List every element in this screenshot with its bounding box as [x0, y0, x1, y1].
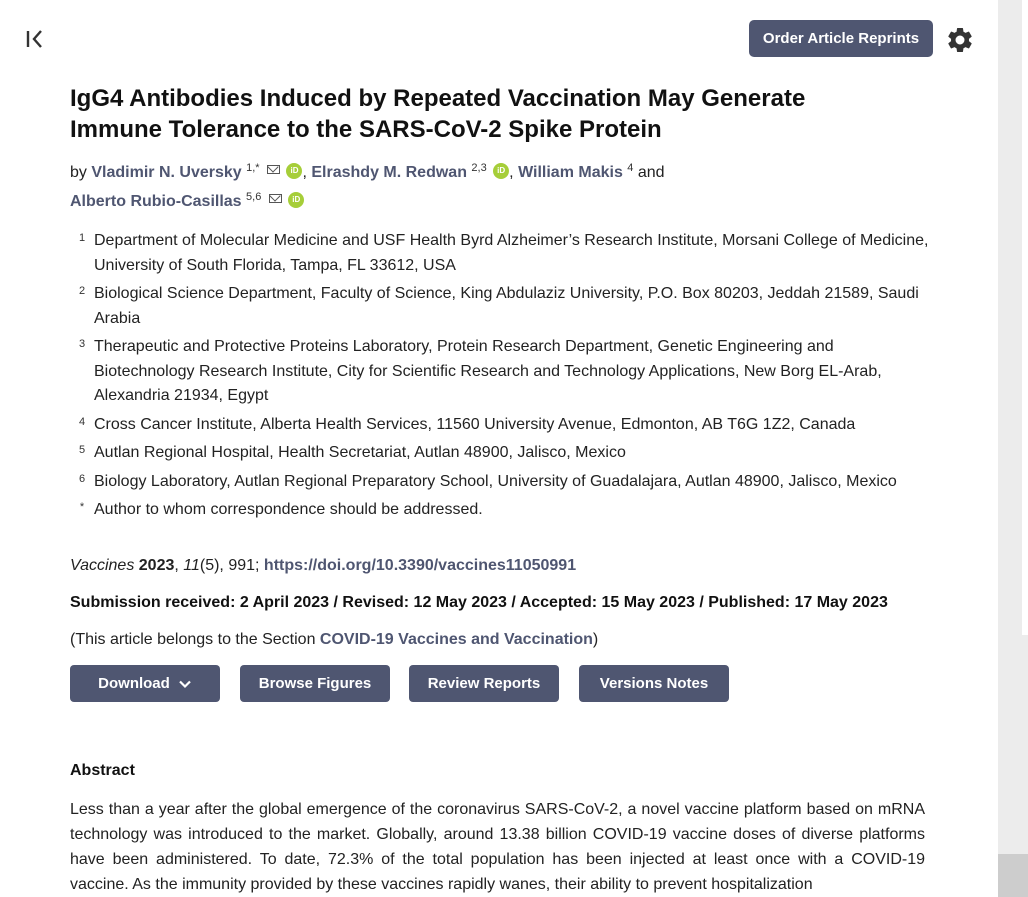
by-label: by — [70, 164, 87, 181]
orcid-icon[interactable]: iD — [288, 192, 304, 208]
author-link[interactable]: Vladimir N. Uversky — [91, 164, 242, 181]
affiliation-item — [70, 470, 930, 495]
affiliation-text: Cross Cancer Institute, Alberta Health Services, 11560 University Avenue, Edmonton, AB T6G 1Z2, Canada — [94, 415, 856, 433]
affiliation-text: Biology Laboratory, Autlan Regional Preparatory School, University of Guadalajara, Autlan 48900, Jalisco, Mexico — [94, 472, 897, 490]
affiliation-item — [70, 335, 930, 409]
affiliation-item — [70, 413, 930, 438]
email-icon[interactable] — [269, 194, 282, 203]
affiliation-list — [70, 229, 930, 527]
review-reports-button[interactable]: Review Reports — [409, 665, 559, 702]
author-link[interactable]: Elrashdy M. Redwan — [311, 164, 467, 181]
affiliation-number: 5 — [78, 444, 86, 456]
author-affil-sup: 1,* — [246, 162, 260, 174]
download-label: Download — [98, 675, 170, 692]
affiliation-text: Biological Science Department, Faculty of Science, King Abdulaziz University, P.O. Box 80203, Jeddah 21589, Saudi Arabia — [94, 285, 919, 327]
section-suffix: ) — [592, 631, 599, 648]
scrollbar-track[interactable] — [998, 0, 1028, 897]
affiliation-number: 1 — [78, 232, 86, 244]
gear-icon[interactable] — [945, 25, 975, 55]
affiliation-number: 2 — [78, 285, 86, 297]
section-prefix: (This article belongs to the Section — [70, 631, 320, 648]
affiliation-number: * — [79, 501, 85, 513]
affiliation-number: 4 — [78, 415, 86, 428]
author-link[interactable]: Alberto Rubio-Casillas — [70, 193, 242, 210]
and-label: and — [637, 164, 665, 181]
affiliation-number: 3 — [78, 338, 86, 350]
author-affil-sup: 5,6 — [246, 191, 262, 203]
order-reprints-button[interactable]: Order Article Reprints — [749, 20, 933, 57]
orcid-icon[interactable]: iD — [493, 163, 509, 179]
versions-notes-button[interactable]: Versions Notes — [579, 665, 729, 702]
affiliation-text: Department of Molecular Medicine and USF Health Byrd Alzheimer’s Research Institute, Morsani College of Medicine, University of South Florida, Tampa, FL 33612, USA — [94, 232, 929, 274]
author-link[interactable]: William Makis — [518, 164, 623, 181]
doi-link[interactable]: https://doi.org/10.3390/vaccines11050991 — [263, 557, 577, 574]
scrollbar-thumb[interactable] — [998, 854, 1028, 897]
abstract-text: Less than a year after the global emergence of the coronavirus SARS-CoV-2, a novel vaccine platform based on mRNA technology was introduced to the market. Globally, around 13.38 billion COVID-19 vaccine doses of diverse platforms have been administered. To date, 72.3% of the total population has been injected at least once with a COVID-19 vaccine. As the immunity provided by these vaccines rapidly wanes, their ability to prevent hospitalization — [70, 801, 925, 893]
citation-issue-pages: (5), 991; — [199, 557, 260, 574]
download-button[interactable] — [70, 665, 220, 702]
affiliation-item — [70, 441, 930, 466]
journal-name: Vaccines — [70, 557, 135, 574]
browse-figures-button[interactable]: Browse Figures — [240, 665, 390, 702]
chevron-down-icon — [178, 677, 192, 691]
affiliation-text: Author to whom correspondence should be addressed. — [94, 501, 483, 518]
author-list: by Vladimir N. Uversky $^{1,*}$ iD , Elrashdy M. Redwan $^{2,3}$ iD , William Makis $^4$ and Alberto Rubio-Casillas $^{5,6}$ iD — [70, 162, 665, 210]
affiliation-text: Autlan Regional Hospital, Health Secretariat, Autlan 48900, Jalisco, Mexico — [94, 444, 626, 461]
abstract-heading: Abstract — [70, 762, 135, 779]
affiliation-item — [70, 498, 930, 523]
affiliation-item — [70, 229, 930, 278]
affiliation-text: Therapeutic and Protective Proteins Laboratory, Protein Research Department, Genetic Engineering and Biotechnology Research Institute, City for Scientific Research and Technology Applications, New Borg EL-Arab, Alexandria 21934, Egypt — [94, 338, 882, 404]
author-affil-sup: 4 — [627, 162, 634, 174]
citation-line: Vaccines 2023, 11(5), 991; https://doi.org/10.3390/vaccines11050991 — [70, 557, 577, 574]
publication-dates: Submission received: 2 April 2023 / Revised: 12 May 2023 / Accepted: 15 May 2023 / Published: 17 May 2023 — [70, 594, 888, 611]
citation-year: 2023 — [138, 557, 175, 574]
author-affil-sup: 2,3 — [471, 162, 487, 174]
email-icon[interactable] — [267, 165, 280, 174]
article-title: IgG4 Antibodies Induced by Repeated Vaccination May Generate Immune Tolerance to the SARS-CoV-2 Spike Protein — [70, 85, 806, 143]
orcid-icon[interactable]: iD — [286, 163, 302, 179]
affiliation-item — [70, 282, 930, 331]
collapse-panel-icon[interactable] — [24, 27, 48, 51]
section-link[interactable]: COVID-19 Vaccines and Vaccination — [319, 631, 593, 648]
citation-volume: 11 — [183, 557, 200, 574]
affiliation-number: 6 — [78, 472, 86, 485]
section-note — [70, 629, 950, 651]
